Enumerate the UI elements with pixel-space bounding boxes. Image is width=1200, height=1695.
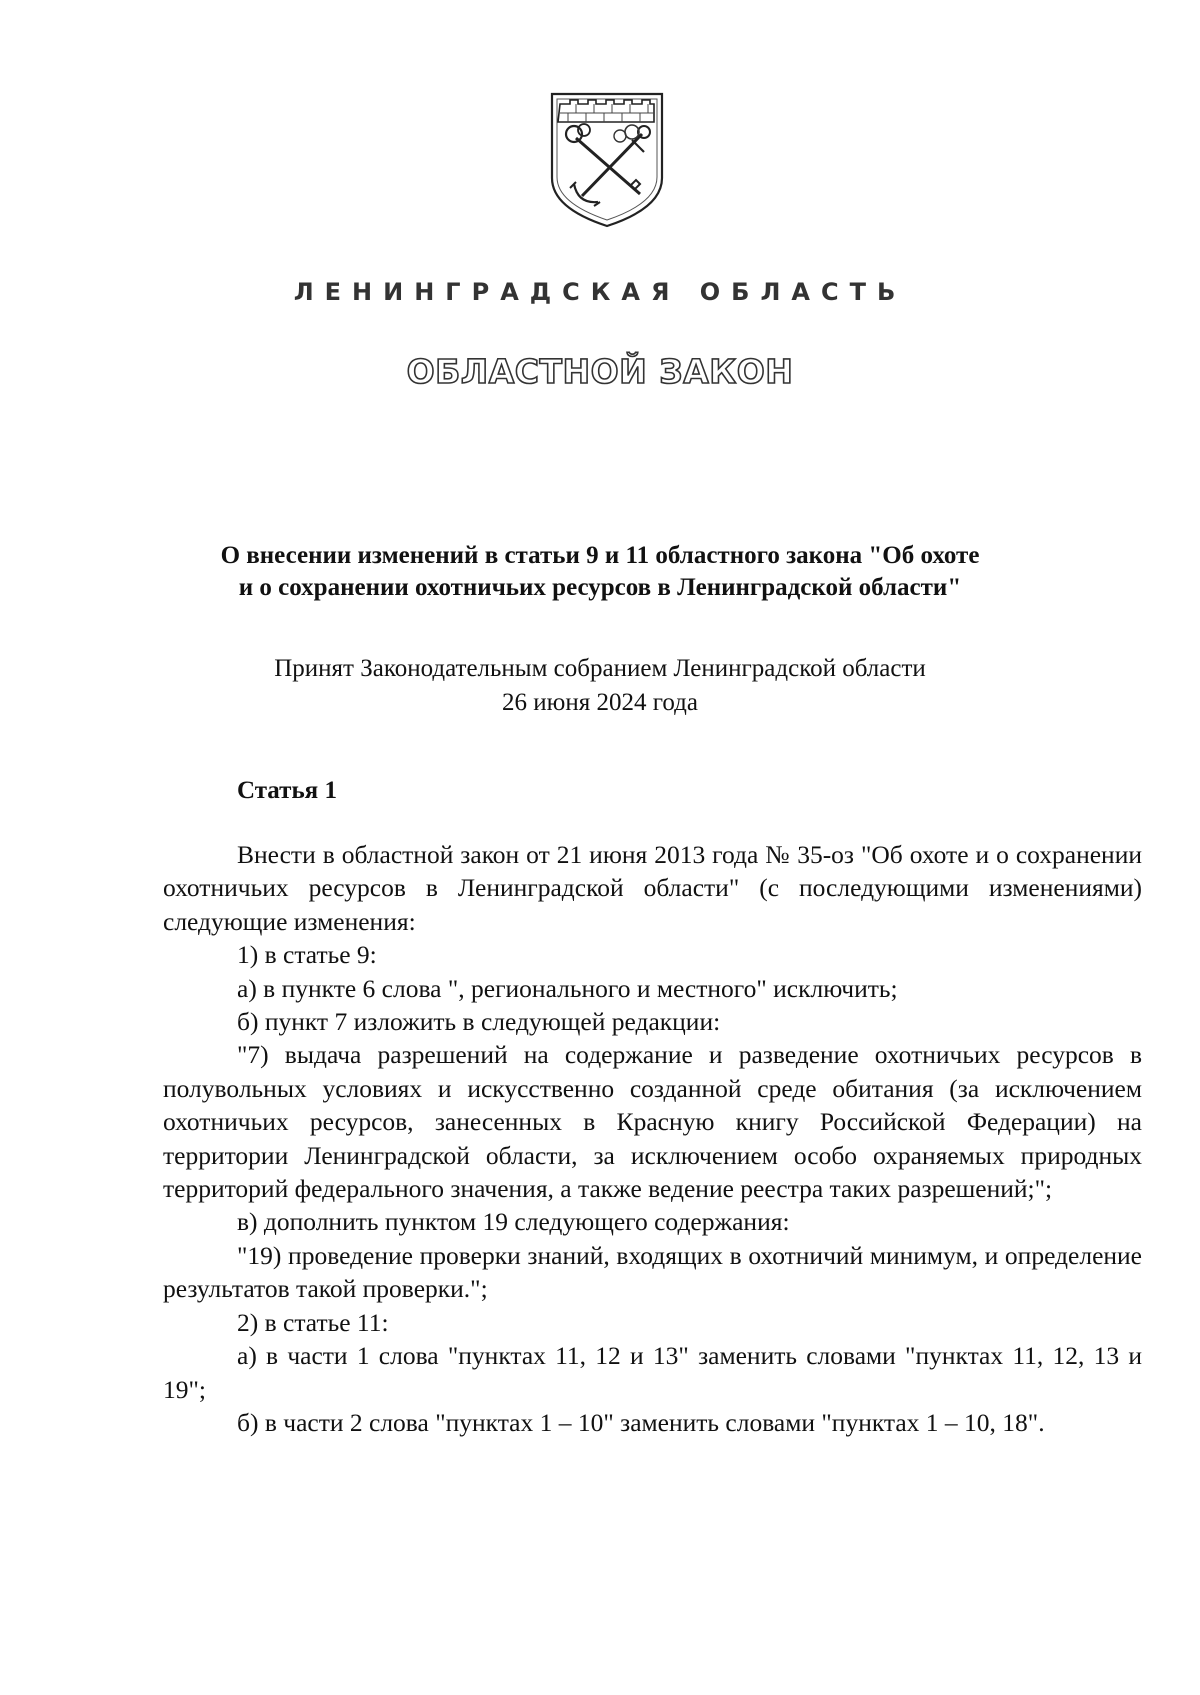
article-heading: Статья 1 xyxy=(237,777,337,804)
article-paragraph: а) в пункте 6 слова ", регионального и местного" исключить; xyxy=(237,973,898,1003)
document-type: ОБЛАСТНОЙ ЗАКОН xyxy=(406,352,794,391)
law-title-line-2: и о сохранении охотничьих ресурсов в Ленинградской области" xyxy=(238,574,962,601)
article-paragraph: "19) проведение проверки знаний, входящих в охотничий минимум, и определение результатов такой проверки."; xyxy=(163,1240,1142,1304)
adoption-date: 26 июня 2024 года xyxy=(502,689,698,716)
law-title-line-1: О внесении изменений в статьи 9 и 11 областного закона "Об охоте xyxy=(220,542,980,569)
law-title xyxy=(120,540,1080,604)
article-body xyxy=(163,838,1142,1439)
article-paragraph: б) в части 2 слова "пунктах 1 – 10" заменить словами "пунктах 1 – 10, 18". xyxy=(237,1407,1045,1437)
article-paragraph: в) дополнить пунктом 19 следующего содержания: xyxy=(237,1207,790,1237)
adoption-body: Принят Законодательным собранием Ленинградской области xyxy=(274,655,926,682)
article-paragraph: 1) в статье 9: xyxy=(237,940,377,970)
adoption-info xyxy=(120,652,1080,720)
article-paragraph: Внести в областной закон от 21 июня 2013 года № 35-оз "Об охоте и о сохранении охотничьих ресурсов в Ленинградской области" (с последующими изменениями) следующие изменения: xyxy=(163,840,1142,936)
region-name: ЛЕНИНГРАДСКАЯ ОБЛАСТЬ xyxy=(293,278,907,306)
article-paragraph: б) пункт 7 изложить в следующей редакции: xyxy=(237,1007,721,1037)
coat-of-arms-emblem xyxy=(548,90,666,230)
article-paragraph: а) в части 1 слова "пунктах 11, 12 и 13" заменить словами "пунктах 11, 12, 13 и 19"; xyxy=(163,1341,1142,1404)
article-paragraph: "7) выдача разрешений на содержание и разведение охотничьих ресурсов в полувольных условиях и искусственно созданной среде обитания (за исключением охотничьих ресурсов, занесенных в Красную книгу Российской Федерации) на территории Ленинградской области, за исключением особо охраняемых природных территорий федерального значения, а также ведение реестра таких разрешений;"; xyxy=(163,1040,1142,1204)
article-paragraph: 2) в статье 11: xyxy=(237,1307,389,1337)
